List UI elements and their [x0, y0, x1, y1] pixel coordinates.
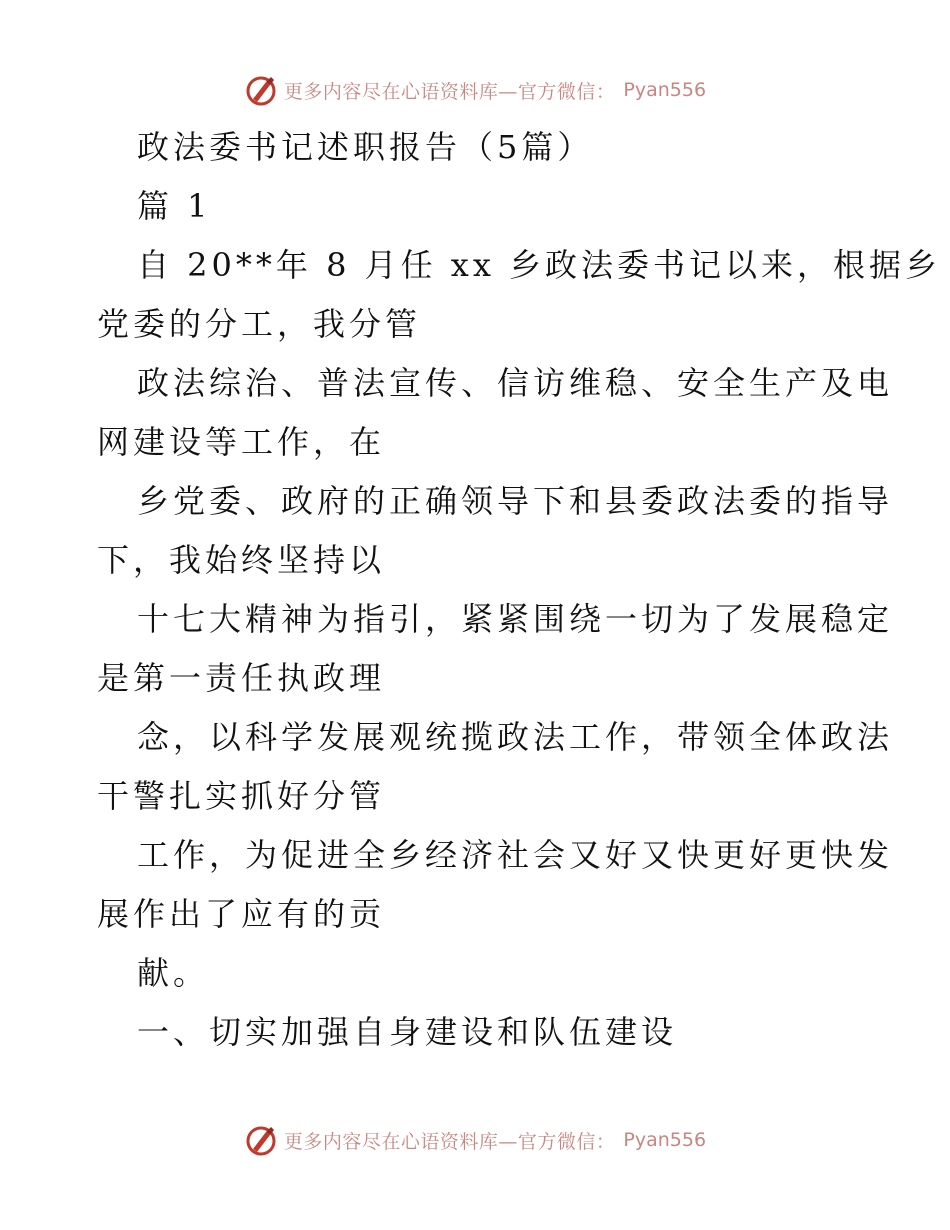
text-line: 乡党委、政府的正确领导下和县委政法委的指导 — [137, 482, 894, 520]
document-body — [97, 118, 942, 1062]
text-line: 干警扎实抓好分管 — [97, 777, 386, 815]
text-line: 献。 — [137, 954, 210, 992]
text-line: 政法综治、普法宣传、信访维稳、安全生产及电 — [137, 364, 894, 402]
pen-logo-icon — [244, 1123, 278, 1157]
watermark-text: 更多内容尽在心语资料库—官方微信： — [283, 80, 616, 103]
text-line: 是第一责任执政理 — [97, 659, 386, 697]
text-line: 十七大精神为指引，紧紧围绕一切为了发展稳定 — [137, 600, 894, 638]
watermark-text: 更多内容尽在心语资料库—官方微信： — [283, 1130, 616, 1153]
text-line: 下，我始终坚持以 — [97, 541, 386, 579]
footer-watermark — [0, 1120, 950, 1160]
pen-logo-icon — [244, 73, 278, 107]
section-label: 篇 1 — [137, 187, 212, 225]
text-line: 念，以科学发展观统揽政法工作，带领全体政法 — [137, 718, 894, 756]
text-line: 展作出了应有的贡 — [97, 895, 386, 933]
watermark-wechat-id: Pyan556 — [623, 79, 707, 101]
text-line: 党委的分工，我分管 — [97, 305, 422, 343]
header-watermark — [0, 70, 950, 110]
text-line: 工作，为促进全乡经济社会又好又快更好更快发 — [137, 836, 894, 874]
section-heading: 一、切实加强自身建设和队伍建设 — [137, 1013, 678, 1051]
text-line: 自 20**年 8 月任 xx 乡政法委书记以来，根据乡 — [137, 246, 942, 284]
text-line: 网建设等工作，在 — [97, 423, 386, 461]
document-title: 政法委书记述职报告（5篇） — [137, 128, 594, 166]
watermark-wechat-id: Pyan556 — [623, 1129, 707, 1151]
